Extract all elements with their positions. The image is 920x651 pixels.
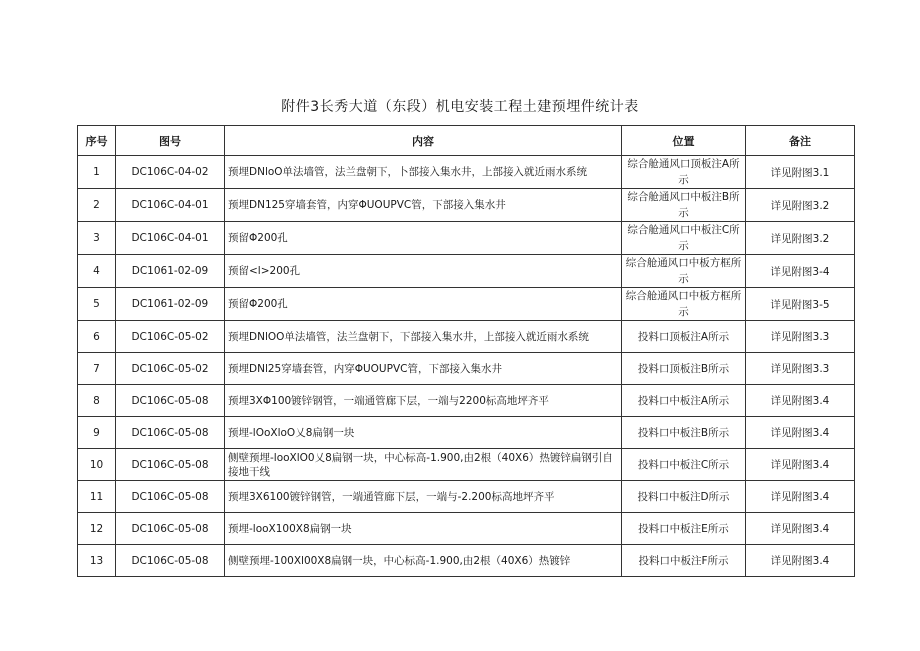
cell-location: 投料口中板注E所示 <box>622 513 746 545</box>
cell-no: 5 <box>78 288 116 321</box>
cell-location: 投料口中板注D所示 <box>622 481 746 513</box>
cell-drawing-number: DC106C-05-02 <box>116 353 225 385</box>
table-row <box>78 449 855 481</box>
cell-content: 预埋3X6100镀锌钢管，一端通管廊下层，一端与-2.200标高地坪齐平 <box>225 481 622 513</box>
table-body <box>78 156 855 577</box>
cell-location: 投料口中板注C所示 <box>622 449 746 481</box>
cell-no: 4 <box>78 255 116 288</box>
cell-drawing-number: DC106C-04-01 <box>116 189 225 222</box>
cell-location: 综合舱通风口中板注C所示 <box>622 222 746 255</box>
cell-no: 2 <box>78 189 116 222</box>
cell-no: 12 <box>78 513 116 545</box>
cell-no: 13 <box>78 545 116 577</box>
cell-content: 预埋-looX100X8扁钢一块 <box>225 513 622 545</box>
table-row <box>78 385 855 417</box>
cell-content: 侧壁预埋-looXlO0乂8扁钢一块，中心标高-1.900,由2根（40X6）热镀锌扁钢引自接地干线 <box>225 449 622 481</box>
cell-note: 详见附图3-5 <box>746 288 855 321</box>
cell-note: 详见附图3.3 <box>746 353 855 385</box>
cell-drawing-number: DC106C-05-08 <box>116 513 225 545</box>
cell-content: 预埋DNloO单法墙管，法兰盘朝下，卜部接入集水井，上部接入就近雨水系统 <box>225 156 622 189</box>
table-row <box>78 513 855 545</box>
cell-location: 投料口中板注F所示 <box>622 545 746 577</box>
cell-note: 详见附图3.2 <box>746 189 855 222</box>
cell-drawing-number: DC106C-05-08 <box>116 385 225 417</box>
cell-content: 预留<l>200孔 <box>225 255 622 288</box>
cell-content: 预留Φ200孔 <box>225 288 622 321</box>
table-row <box>78 545 855 577</box>
table-row <box>78 321 855 353</box>
table-row <box>78 353 855 385</box>
cell-note: 详见附图3.4 <box>746 449 855 481</box>
table-header-row <box>78 126 855 156</box>
cell-content: 预埋DNl25穿墙套管，内穿ΦUOUPVC管，下部接入集水井 <box>225 353 622 385</box>
cell-location: 综合舱通风口中板方框所示 <box>622 255 746 288</box>
cell-note: 详见附图3.4 <box>746 545 855 577</box>
cell-no: 3 <box>78 222 116 255</box>
table-row <box>78 481 855 513</box>
header-location: 位置 <box>622 126 746 156</box>
cell-drawing-number: DC1061-02-09 <box>116 288 225 321</box>
cell-no: 9 <box>78 417 116 449</box>
cell-no: 6 <box>78 321 116 353</box>
table-row <box>78 222 855 255</box>
cell-note: 详见附图3.4 <box>746 481 855 513</box>
header-note: 备注 <box>746 126 855 156</box>
header-drawing: 图号 <box>116 126 225 156</box>
cell-content: 侧壁预埋-100Xl00X8扁钢一块，中心标高-1.900,由2根（40X6）热镀锌 <box>225 545 622 577</box>
cell-drawing-number: DC106C-05-08 <box>116 545 225 577</box>
cell-location: 综合舱通风口中板注B所示 <box>622 189 746 222</box>
cell-drawing-number: DC106C-04-02 <box>116 156 225 189</box>
table-row <box>78 255 855 288</box>
table-row <box>78 156 855 189</box>
cell-location: 投料口顶板注B所示 <box>622 353 746 385</box>
cell-note: 详见附图3.3 <box>746 321 855 353</box>
cell-no: 10 <box>78 449 116 481</box>
cell-drawing-number: DC106C-05-08 <box>116 417 225 449</box>
cell-no: 1 <box>78 156 116 189</box>
cell-drawing-number: DC106C-05-08 <box>116 449 225 481</box>
cell-note: 详见附图3.1 <box>746 156 855 189</box>
cell-drawing-number: DC106C-04-01 <box>116 222 225 255</box>
cell-note: 详见附图3.4 <box>746 417 855 449</box>
cell-location: 投料口中板注A所示 <box>622 385 746 417</box>
header-no: 序号 <box>78 126 116 156</box>
cell-content: 预埋DNlOO单法墙管，法兰盘朝下，下部接入集水井，上部接入就近雨水系统 <box>225 321 622 353</box>
cell-no: 11 <box>78 481 116 513</box>
cell-content: 预留Φ200孔 <box>225 222 622 255</box>
cell-note: 详见附图3.4 <box>746 513 855 545</box>
cell-content: 预埋3XΦ100镀锌钢管，一端通管廊下层，一端与2200标高地坪齐平 <box>225 385 622 417</box>
cell-no: 8 <box>78 385 116 417</box>
cell-drawing-number: DC106C-05-08 <box>116 481 225 513</box>
table-row <box>78 189 855 222</box>
cell-location: 投料口顶板注A所示 <box>622 321 746 353</box>
cell-location: 综合舱通风口中板方框所示 <box>622 288 746 321</box>
cell-note: 详见附图3.2 <box>746 222 855 255</box>
cell-drawing-number: DC106C-05-02 <box>116 321 225 353</box>
cell-note: 详见附图3.4 <box>746 385 855 417</box>
page-title: 附件3长秀大道（东段）机电安装工程土建预埋件统计表 <box>281 99 639 115</box>
table-row <box>78 288 855 321</box>
cell-content: 预埋-lOoXloO乂8扁钢一块 <box>225 417 622 449</box>
cell-no: 7 <box>78 353 116 385</box>
cell-note: 详见附图3-4 <box>746 255 855 288</box>
cell-location: 投料口中板注B所示 <box>622 417 746 449</box>
header-content: 内容 <box>225 126 622 156</box>
cell-location: 综合舱通风口顶板注A所示 <box>622 156 746 189</box>
table-row <box>78 417 855 449</box>
cell-drawing-number: DC1061-02-09 <box>116 255 225 288</box>
cell-content: 预埋DN125穿墙套管，内穿ΦUOUPVC管，下部接入集水井 <box>225 189 622 222</box>
embedded-parts-table <box>77 125 855 577</box>
